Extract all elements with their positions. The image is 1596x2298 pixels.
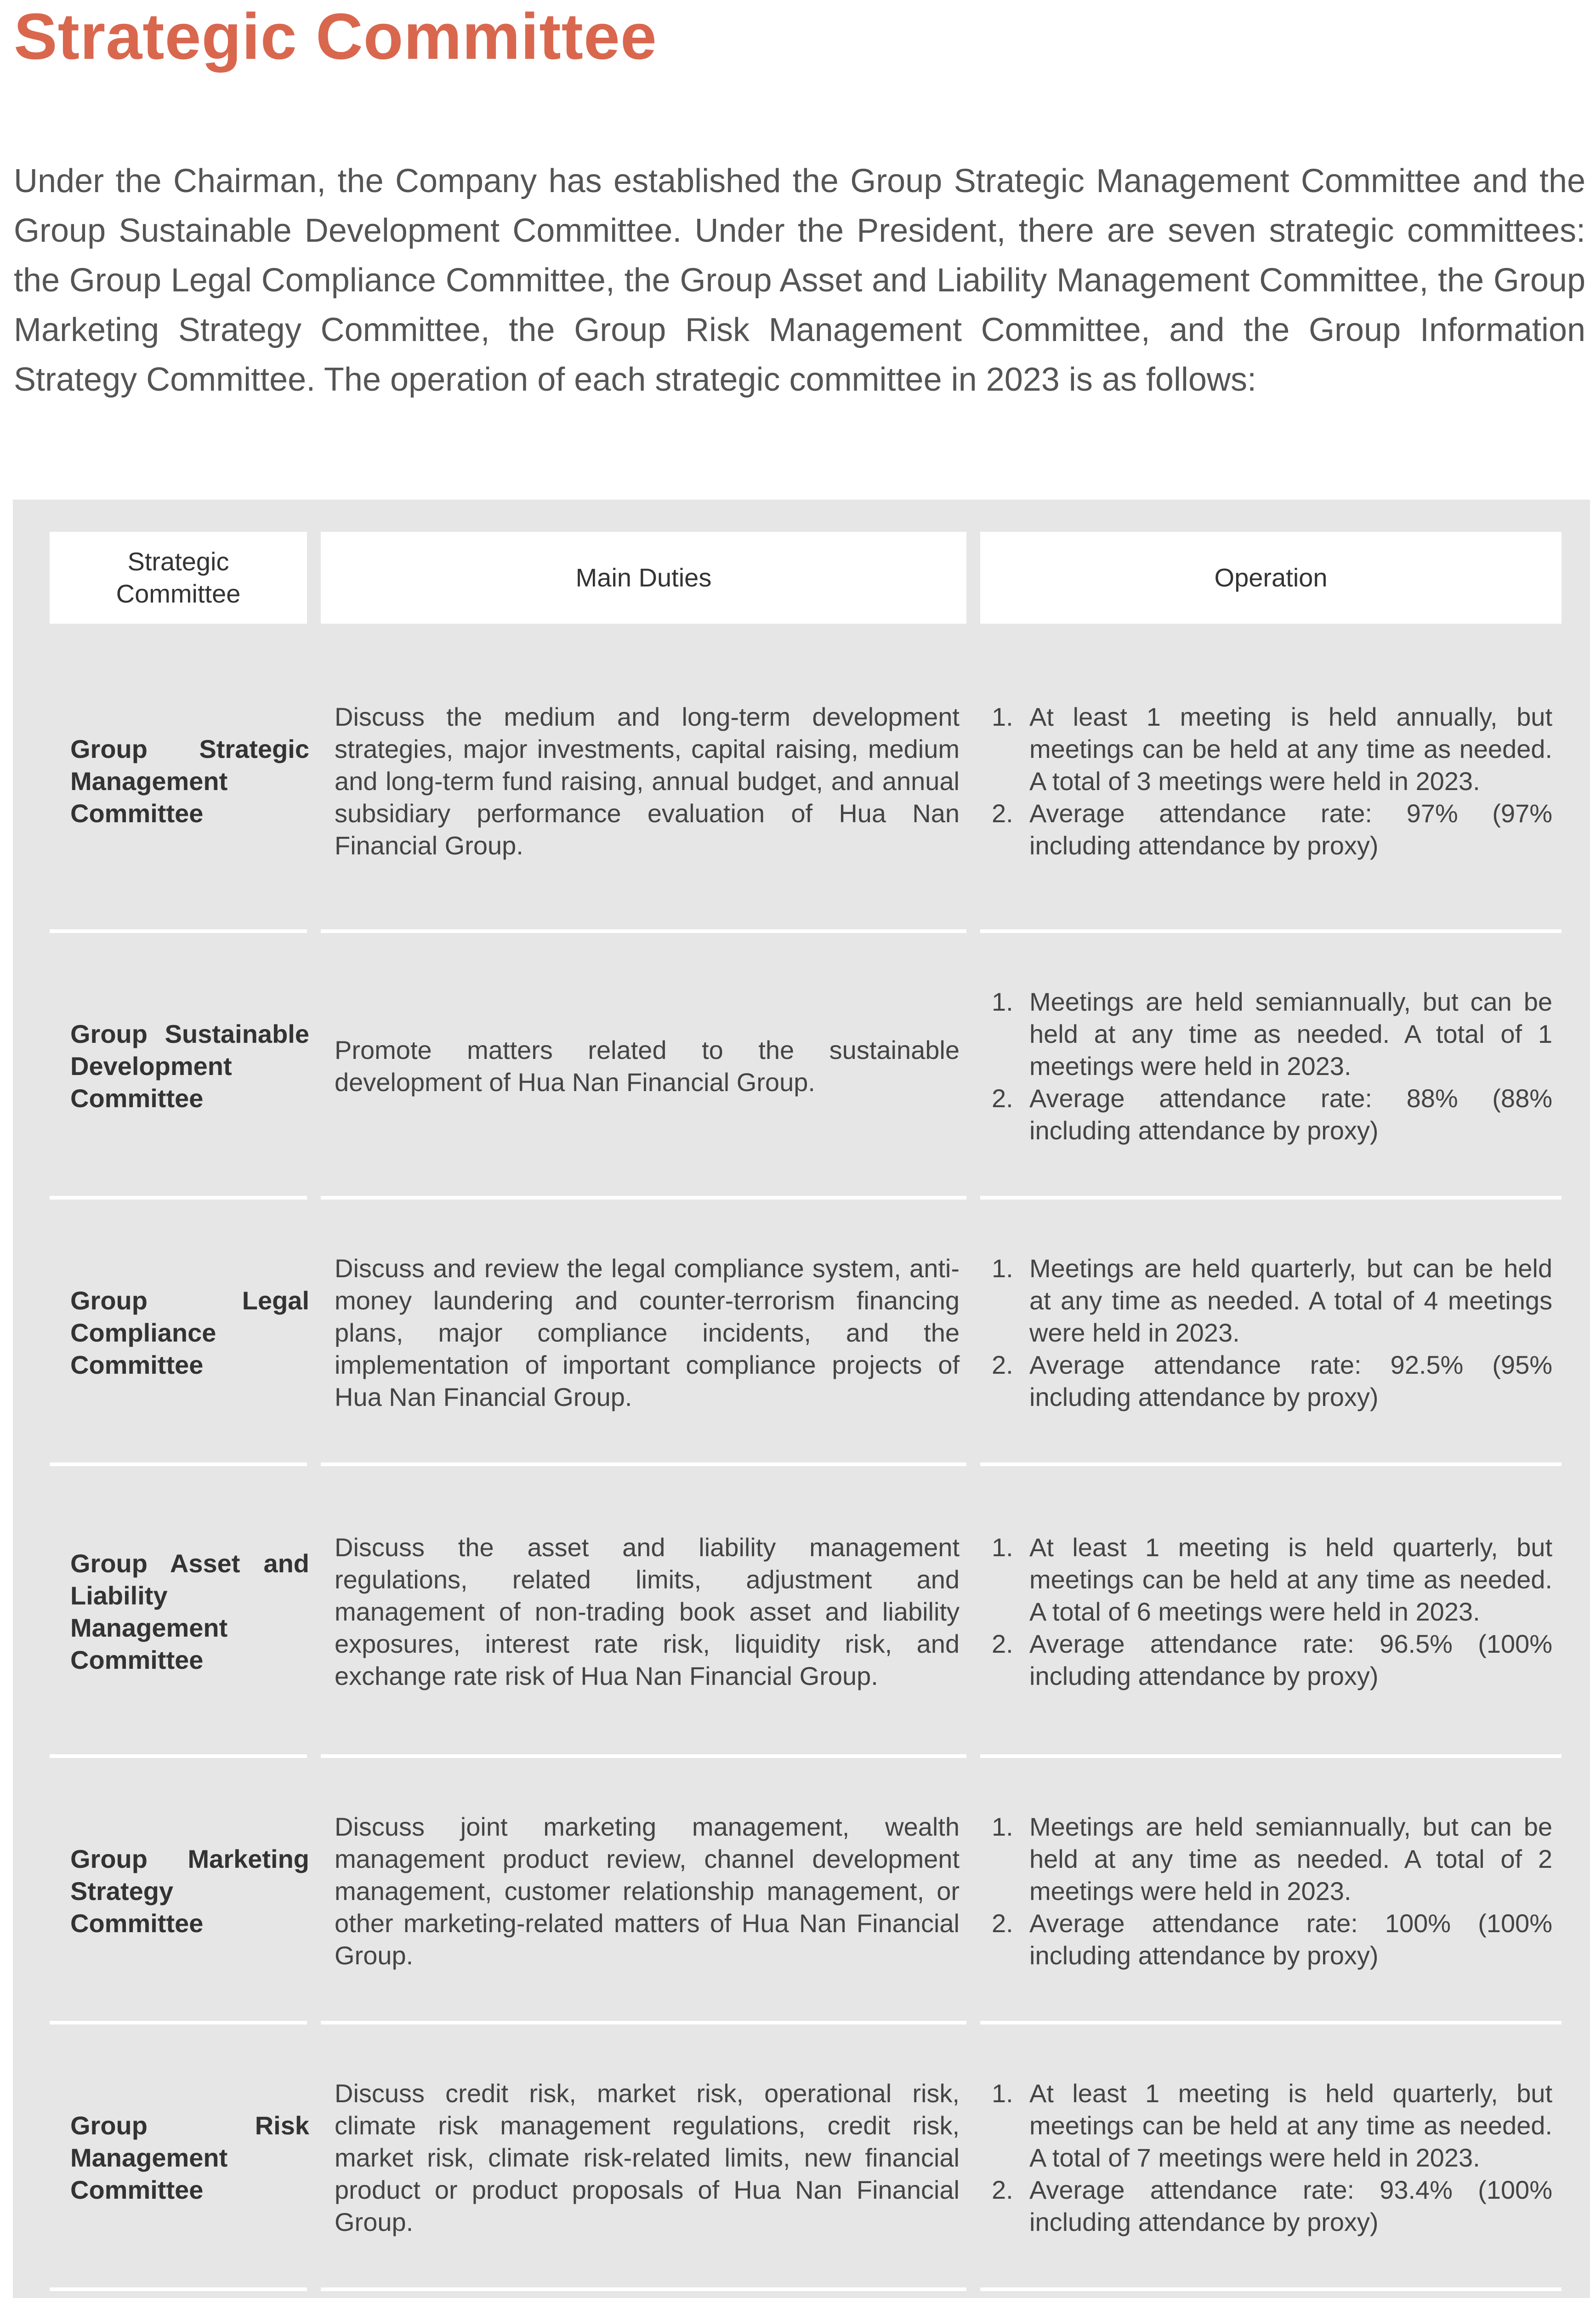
row-divider	[321, 2021, 966, 2025]
table-row	[13, 1203, 1590, 1462]
row-divider	[50, 2021, 307, 2025]
table-row	[13, 2294, 1590, 2298]
main-duties: Discuss the medium and long-term development strategies, major investments, capital raising, medium and long-term fund raising, annual budget, and annual subsidiary performance evaluation of Hua Nan Financial Group.	[335, 702, 960, 860]
operation-item: 1. At least 1 meeting is held quarterly, but meetings can be held at any time as needed. A total of 6 meetings were held in 2023.	[992, 1533, 1552, 1626]
row-divider	[50, 929, 307, 933]
row-divider	[50, 2287, 307, 2291]
operation-item: 1. At least 1 meeting is held quarterly, but meetings can be held at any time as needed. A total of 7 meetings were held in 2023.	[992, 2078, 1552, 2172]
row-divider	[980, 1754, 1562, 1758]
page-title: Strategic Committee	[14, 0, 657, 73]
main-duties: Promote matters related to the sustainable development of Hua Nan Financial Group.	[335, 1035, 960, 1097]
main-duties: Discuss and review the legal compliance system, anti-money laundering and counter-terrorism financing plans, major compliance incidents, and the implementation of important compliance projects of Hua Nan Financial Group.	[335, 1253, 960, 1411]
committee-table	[13, 500, 1590, 2298]
committee-name: Group Strategic Management Committee	[70, 734, 309, 828]
main-duties: Discuss joint marketing management, wealth management product review, channel development management, customer relationship management, or other marketing-related matters of Hua Nan Financial Group.	[335, 1812, 960, 1970]
operation	[992, 2294, 1552, 2298]
committee-name	[70, 2294, 309, 2298]
main-duties: Discuss the asset and liability management regulations, related limits, adjustment and management of non-trading book asset and liability exposures, interest rate risk, liquidity risk, and exchange rate risk of Hua Nan Financial Group.	[335, 1533, 960, 1690]
table-row	[13, 936, 1590, 1196]
header-operation: Operation	[980, 532, 1562, 624]
operation-item: 2. Average attendance rate: 100% (100% including attendance by proxy)	[992, 1908, 1552, 1970]
main-duties: Discuss credit risk, market risk, operational risk, climate risk management regulations, credit risk, market risk, climate risk-related limits, new financial product or product proposals of Hua Nan Financial Group.	[335, 2078, 960, 2236]
row-divider	[980, 2287, 1562, 2291]
operation	[992, 936, 1552, 1196]
operation-item: 2. Average attendance rate: 93.4% (100% including attendance by proxy)	[992, 2175, 1552, 2236]
row-divider	[321, 2287, 966, 2291]
operation	[992, 1203, 1552, 1462]
row-divider	[980, 1462, 1562, 1466]
operation-item: 1. Meetings are held semiannually, but can be held at any time as needed. A total of 2 meetings were held in 2023.	[992, 1812, 1552, 1906]
row-divider	[321, 1462, 966, 1466]
table-row	[13, 2028, 1590, 2287]
row-divider	[321, 929, 966, 933]
row-divider	[321, 1196, 966, 1200]
row-divider	[321, 1754, 966, 1758]
row-divider	[980, 929, 1562, 933]
operation-item: 2. Average attendance rate: 96.5% (100% including attendance by proxy)	[992, 1629, 1552, 1690]
row-divider	[50, 1462, 307, 1466]
operation-item: 1. At least 1 meeting is held annually, but meetings can be held at any time as needed. A total of 3 meetings were held in 2023.	[992, 702, 1552, 796]
table-row	[13, 1469, 1590, 1754]
operation	[992, 637, 1552, 925]
header-committee: Strategic Committee	[50, 532, 307, 624]
committee-name: Group Risk Management Committee	[70, 2110, 309, 2204]
table-row	[13, 637, 1590, 925]
row-divider	[980, 2021, 1562, 2025]
table-row	[13, 1761, 1590, 2021]
committee-name: Group Legal Compliance Committee	[70, 1286, 309, 1379]
operation-item: 1. Meetings are held quarterly, but can be held at any time as needed. A total of 4 meetings were held in 2023.	[992, 1253, 1552, 1347]
operation-item: 1. Meetings are held semiannually, but can be held at any time as needed. A total of 1 meetings were held in 2023.	[992, 987, 1552, 1081]
committee-name: Group Asset and Liability Management Committee	[70, 1549, 309, 1674]
row-divider	[980, 1196, 1562, 1200]
operation-item: 2. Average attendance rate: 92.5% (95% including attendance by proxy)	[992, 1350, 1552, 1411]
header-duties: Main Duties	[321, 532, 966, 624]
intro-paragraph: Under the Chairman, the Company has established the Group Strategic Management Committee and the Group Sustainable Development Committee. Under the President, there are seven strategic committees: the Group Legal Compliance Committee, the Group Asset and Liability Management Committee, the Group Marketing Strategy Committee, the Group Risk Management Committee, and the Group Information Strategy Committee. The operation of each strategic committee in 2023 is as follows:	[14, 163, 1585, 398]
row-divider	[50, 1754, 307, 1758]
main-duties	[335, 2294, 960, 2298]
row-divider	[50, 1196, 307, 1200]
operation	[992, 1469, 1552, 1754]
operation-item: 2. Average attendance rate: 88% (88% including attendance by proxy)	[992, 1083, 1552, 1145]
operation-item: 2. Average attendance rate: 97% (97% including attendance by proxy)	[992, 798, 1552, 860]
committee-name: Group Marketing Strategy Committee	[70, 1844, 309, 1938]
operation	[992, 1761, 1552, 2021]
committee-name: Group Sustainable Development Committee	[70, 1019, 309, 1113]
operation	[992, 2028, 1552, 2287]
